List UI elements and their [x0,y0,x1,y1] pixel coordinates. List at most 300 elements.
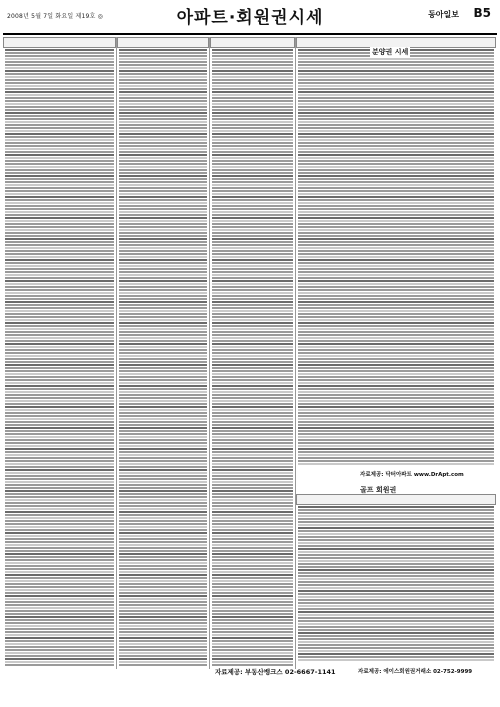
listing-row [5,106,114,108]
listing-row [298,115,494,117]
listing-row [5,334,114,336]
listing-row [5,52,114,54]
listing-row [5,499,114,501]
listing-row [298,229,494,231]
condo-price-table [296,37,496,467]
listing-row [298,581,494,583]
listing-row [119,208,207,210]
listing-row [212,547,293,549]
listing-row [212,343,293,345]
listing-row [212,382,293,384]
listing-row [119,235,207,237]
listing-row [298,451,494,453]
listing-row [298,424,494,426]
listing-row [212,634,293,636]
listing-row [212,268,293,270]
listing-row [119,544,207,546]
listing-row [212,406,293,408]
listing-row [5,301,114,303]
listing-row [212,556,293,558]
listing-row [119,58,207,60]
listing-row [5,226,114,228]
listing-row [5,556,114,558]
listing-row [119,262,207,264]
price-column-2 [117,37,210,669]
listing-row [298,557,494,559]
listing-row [212,109,293,111]
listing-row [212,52,293,54]
listing-row [119,619,207,621]
listing-row [298,232,494,234]
listing-row [212,340,293,342]
listing-row [298,653,494,655]
listing-row [298,518,494,520]
listing-row [5,619,114,621]
listing-row [298,548,494,550]
listing-row [298,584,494,586]
listing-row [298,82,494,84]
listing-row [212,277,293,279]
listing-row [212,505,293,507]
listing-row [298,659,494,661]
listing-row [5,442,114,444]
listing-row [5,436,114,438]
listing-row [119,268,207,270]
listing-row [5,298,114,300]
listing-row [119,355,207,357]
listing-row [5,241,114,243]
listing-row [5,295,114,297]
listing-row [5,76,114,78]
listing-row [212,439,293,441]
listing-row [212,577,293,579]
listing-row [119,154,207,156]
listing-row [119,373,207,375]
listing-row [212,484,293,486]
listing-row [298,286,494,288]
listing-row [298,139,494,141]
listing-row [212,58,293,60]
listing-row [212,487,293,489]
listing-row [212,592,293,594]
listing-row [119,454,207,456]
listing-row [119,484,207,486]
listing-row [5,49,114,51]
listing-row [5,319,114,321]
listing-row [212,190,293,192]
listing-row [212,493,293,495]
listing-row [119,289,207,291]
listing-row [119,523,207,525]
listing-row [298,58,494,60]
listing-row [212,184,293,186]
listing-row [212,292,293,294]
listing-row [5,448,114,450]
listing-row [5,664,114,666]
listing-row [119,52,207,54]
listing-row [119,184,207,186]
listing-row [119,109,207,111]
listing-row [298,539,494,541]
listing-row [119,133,207,135]
golf-section-title: 골프 회원권 [360,486,397,494]
listing-row [5,238,114,240]
listing-row [119,514,207,516]
listing-row [119,307,207,309]
listing-row [298,130,494,132]
listing-row [298,418,494,420]
listing-row [212,385,293,387]
listing-row [212,79,293,81]
listing-row [298,244,494,246]
price-column-3 [210,37,296,669]
price-column-1 [3,37,117,669]
listing-row [212,460,293,462]
listing-row [212,358,293,360]
listing-row [298,521,494,523]
listing-row [298,250,494,252]
listing-row [5,634,114,636]
listing-row [212,298,293,300]
listing-row [5,604,114,606]
listing-row [5,331,114,333]
listing-row [5,139,114,141]
listing-row [212,565,293,567]
listing-row [5,607,114,609]
listing-row [212,466,293,468]
listing-row [5,118,114,120]
listing-row [298,325,494,327]
listing-row [212,208,293,210]
listing-row [119,67,207,69]
listing-row [298,145,494,147]
listing-row [212,73,293,75]
listing-row [5,460,114,462]
listing-row [119,283,207,285]
listing-row [5,397,114,399]
listing-row [212,322,293,324]
listing-row [298,439,494,441]
listing-row [212,265,293,267]
listing-row [298,647,494,649]
listing-row [5,637,114,639]
listing-row [298,506,494,508]
listing-row [5,175,114,177]
listing-row [212,349,293,351]
listing-row [119,157,207,159]
listing-row [298,361,494,363]
listing-row [5,409,114,411]
listing-row [5,205,114,207]
listing-row [298,79,494,81]
listing-row [212,532,293,534]
listing-row [212,88,293,90]
listing-row [298,310,494,312]
listing-row [212,409,293,411]
listing-row [212,244,293,246]
listing-row [119,85,207,87]
listing-row [212,625,293,627]
listing-row [5,367,114,369]
listing-row [212,301,293,303]
listing-row [119,364,207,366]
listing-row [212,442,293,444]
listing-row [119,229,207,231]
listing-row [298,172,494,174]
listing-row [5,337,114,339]
listing-row [5,376,114,378]
listing-row [119,211,207,213]
listing-row [5,406,114,408]
listing-row [119,421,207,423]
listing-row [5,571,114,573]
listing-row [5,112,114,114]
listing-row [212,586,293,588]
listing-row [212,430,293,432]
listing-row [5,481,114,483]
listing-row [5,565,114,567]
listing-rows [296,505,496,661]
listing-row [5,304,114,306]
listing-row [212,535,293,537]
listing-row [119,490,207,492]
listing-row [119,400,207,402]
listing-row [119,94,207,96]
listing-row [5,466,114,468]
listing-row [298,605,494,607]
listing-row [298,256,494,258]
listing-row [212,70,293,72]
listing-row [298,262,494,264]
listing-row [119,361,207,363]
listing-row [298,268,494,270]
listing-row [212,463,293,465]
listing-row [119,457,207,459]
listing-row [5,130,114,132]
listing-row [212,514,293,516]
listing-row [212,283,293,285]
listing-row [212,313,293,315]
listing-row [5,403,114,405]
listing-row [5,217,114,219]
listing-row [212,511,293,513]
listing-row [212,172,293,174]
listing-row [119,478,207,480]
listing-row [119,613,207,615]
listing-row [298,602,494,604]
listing-row [119,418,207,420]
listing-row [5,142,114,144]
listing-row [298,64,494,66]
listing-row [212,274,293,276]
listing-row [212,541,293,543]
listing-rows [210,48,295,666]
listing-row [5,157,114,159]
listing-row [298,193,494,195]
listing-row [5,127,114,129]
listing-row [5,220,114,222]
listing-row [298,632,494,634]
listing-row [212,580,293,582]
listing-row [5,613,114,615]
listing-row [212,517,293,519]
listing-row [5,598,114,600]
listing-row [119,271,207,273]
listing-row [119,445,207,447]
listing-row [5,508,114,510]
listing-row [298,127,494,129]
listing-row [5,358,114,360]
listing-row [119,580,207,582]
listing-row [5,214,114,216]
listing-row [212,142,293,144]
listing-row [119,451,207,453]
listing-row [119,481,207,483]
listing-row [5,385,114,387]
listing-row [5,355,114,357]
listing-row [212,325,293,327]
listing-row [119,469,207,471]
listing-row [212,178,293,180]
listing-row [298,88,494,90]
listing-row [298,430,494,432]
listing-row [5,268,114,270]
listing-row [119,442,207,444]
listing-row [298,283,494,285]
listing-row [119,538,207,540]
listing-row [5,88,114,90]
listing-row [119,595,207,597]
listing-row [298,313,494,315]
listing-row [212,160,293,162]
listing-row [298,61,494,63]
listing-row [212,646,293,648]
listing-row [298,385,494,387]
listing-row [5,574,114,576]
listing-row [212,217,293,219]
listing-row [212,115,293,117]
listing-row [119,535,207,537]
listing-row [119,76,207,78]
listing-row [212,253,293,255]
listing-row [212,550,293,552]
listing-row [298,454,494,456]
listing-row [5,391,114,393]
listing-row [298,151,494,153]
listing-row [5,343,114,345]
listing-row [212,400,293,402]
listing-row [119,340,207,342]
listing-row [119,394,207,396]
listing-row [119,274,207,276]
listing-row [212,100,293,102]
listing-row [5,445,114,447]
listing-row [119,568,207,570]
listing-row [212,628,293,630]
listing-row [212,304,293,306]
listing-row [119,199,207,201]
listing-row [5,64,114,66]
listing-row [119,112,207,114]
listing-row [212,370,293,372]
listing-row [298,463,494,465]
page-title: 아파트·회원권시세 [176,8,324,28]
listing-row [5,181,114,183]
listing-row [212,553,293,555]
listing-row [212,376,293,378]
listing-row [298,445,494,447]
listing-row [5,70,114,72]
listing-row [212,523,293,525]
listing-row [298,274,494,276]
listing-row [5,487,114,489]
listing-row [119,217,207,219]
listing-row [212,424,293,426]
listing-row [119,145,207,147]
listing-row [298,533,494,535]
listing-row [119,193,207,195]
listing-row [119,202,207,204]
listing-row [298,190,494,192]
listing-row [119,181,207,183]
listing-row [298,253,494,255]
listing-row [5,184,114,186]
listing-row [212,103,293,105]
listing-row [5,514,114,516]
listing-row [212,598,293,600]
listing-row [5,229,114,231]
listing-row [119,583,207,585]
listing-row [212,166,293,168]
listing-row [119,64,207,66]
listing-row [5,256,114,258]
listing-row [298,530,494,532]
listing-row [298,551,494,553]
listing-row [5,418,114,420]
listing-row [5,61,114,63]
listing-row [5,100,114,102]
listing-row [212,529,293,531]
listing-row [119,118,207,120]
listing-row [5,400,114,402]
listing-row [298,208,494,210]
listing-row [119,223,207,225]
listing-row [119,532,207,534]
listing-row [212,520,293,522]
listing-row [212,55,293,57]
listing-row [298,289,494,291]
listing-row [119,106,207,108]
listing-row [298,334,494,336]
listing-row [5,151,114,153]
listing-row [5,103,114,105]
listing-row [298,304,494,306]
listing-row [119,325,207,327]
listing-row [5,652,114,654]
listing-row [212,508,293,510]
listing-row [119,625,207,627]
listing-row [5,247,114,249]
listing-row [5,283,114,285]
listing-row [5,610,114,612]
listing-row [119,343,207,345]
listing-row [212,415,293,417]
listing-row [119,505,207,507]
listing-row [5,82,114,84]
listing-row [5,535,114,537]
listing-row [298,406,494,408]
listing-row [212,613,293,615]
